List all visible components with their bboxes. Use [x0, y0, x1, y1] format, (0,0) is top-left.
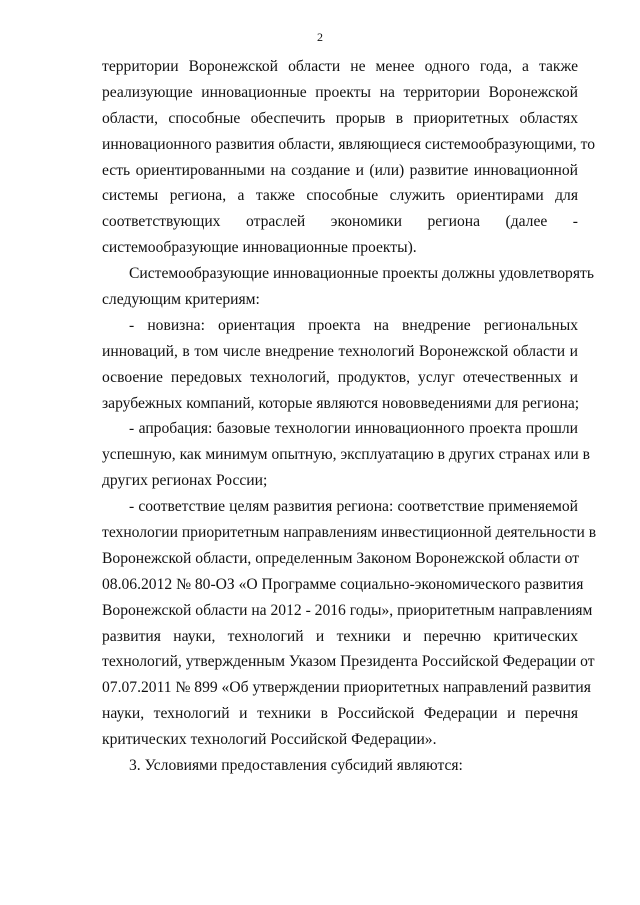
- text-line: критических технологий Российской Федерации».: [102, 731, 437, 749]
- text-line: территории Воронежской области не менее одного года, а также: [102, 58, 578, 75]
- text-line: других регионах России;: [102, 472, 268, 490]
- text-line: Воронежской области на 2012 - 2016 годы», приоритетным направлениям: [102, 601, 593, 619]
- text-line: инновационного развития области, являющиеся системообразующими, то: [102, 135, 595, 153]
- text-line: системы региона, а также способные служить ориентирами для: [102, 187, 578, 205]
- text-line: Системообразующие инновационные проекты должны удовлетворять: [129, 265, 594, 283]
- text-line: реализующие инновационные проекты на территории Воронежской: [102, 83, 578, 101]
- text-line: есть ориентированными на создание и (или) развитие инновационной: [102, 161, 578, 179]
- text-line: Воронежской области, определенным Законом Воронежской области от: [102, 549, 580, 567]
- text-line: области, способные обеспечить прорыв в приоритетных областях: [102, 109, 578, 127]
- text-line: следующим критериям:: [102, 291, 260, 309]
- paragraph: [102, 753, 578, 779]
- text-line: 3. Условиями предоставления субсидий являются:: [129, 757, 463, 775]
- text-line: развития науки, технологий и техники и перечню критических: [102, 627, 578, 645]
- text-line: освоение передовых технологий, продуктов, услуг отечественных и: [102, 368, 578, 386]
- text-line: технологий, утвержденным Указом Президента Российской Федерации от: [102, 653, 595, 671]
- text-line: - соответствие целям развития региона: соответствие применяемой: [129, 498, 578, 516]
- page-number: 2: [317, 30, 323, 44]
- text-line: - новизна: ориентация проекта на внедрение региональных: [129, 316, 578, 334]
- paragraph: [102, 494, 597, 753]
- text-line: технологии приоритетным направлениям инвестиционной деятельности в: [102, 524, 597, 542]
- text-line: соответствующих отраслей экономики региона (далее -: [102, 213, 578, 231]
- text-line: инноваций, в том числе внедрение технологий Воронежской области и: [102, 342, 578, 360]
- text-line: 08.06.2012 № 80-ОЗ «О Программе социально-экономического развития: [102, 575, 584, 593]
- text-line: системообразующие инновационные проекты).: [102, 239, 417, 257]
- text-line: 07.07.2011 № 899 «Об утверждении приоритетных направлений развития: [102, 679, 591, 697]
- text-line: успешную, как минимум опытную, эксплуатацию в других странах или в: [102, 446, 591, 464]
- paragraph: [102, 54, 595, 261]
- text-line: науки, технологий и техники в Российской Федерации и перечня: [102, 705, 578, 723]
- document-body: [102, 54, 597, 779]
- paragraph: [102, 313, 578, 417]
- paragraph: [102, 261, 594, 313]
- text-line: - апробация: базовые технологии инновационного проекта прошли: [129, 420, 578, 438]
- text-line: зарубежных компаний, которые являются нововведениями для региона;: [102, 394, 580, 412]
- paragraph: [102, 416, 591, 494]
